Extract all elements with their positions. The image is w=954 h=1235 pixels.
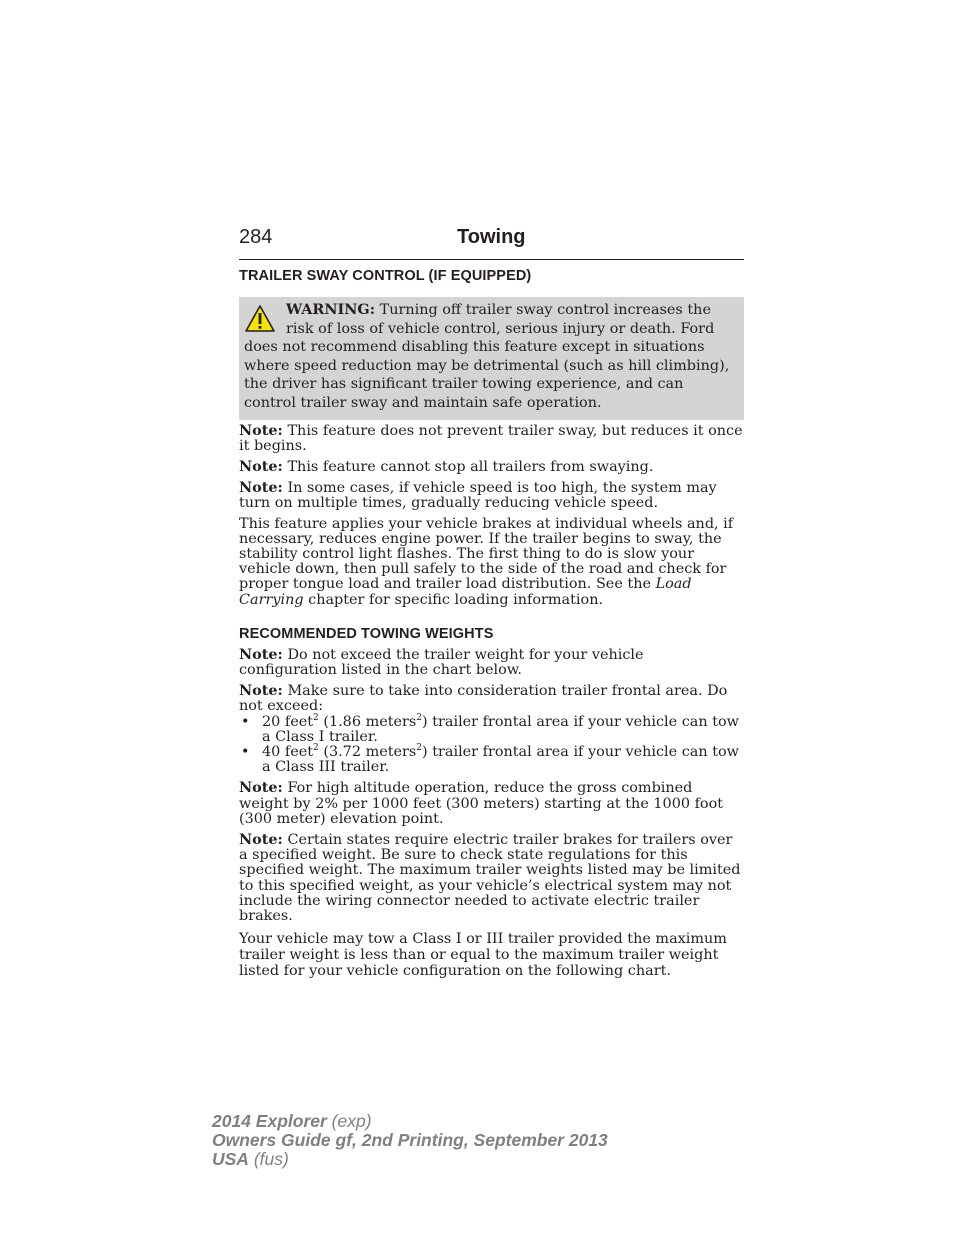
- superscript: 2: [313, 712, 319, 723]
- note-paragraph: [239, 832, 744, 924]
- note-label: Note:: [239, 645, 283, 663]
- note-text: This feature cannot stop all trailers from swaying.: [282, 458, 654, 475]
- note-text: For high altitude operation, reduce the gross combined weight by 2% per 1000 feet (300 meters) starting at the 1000 foot (300 meter) elevation point.: [239, 780, 724, 827]
- note-text: Make sure to take into consideration trailer frontal area. Do not exceed:: [239, 683, 728, 715]
- note-paragraph: [239, 423, 744, 454]
- page-header: [239, 226, 744, 260]
- superscript: 2: [313, 743, 319, 754]
- list-text: (3.72 meters: [318, 744, 417, 761]
- note-label: Note:: [239, 421, 283, 439]
- footer-code: (fus): [248, 1149, 289, 1169]
- warning-box: [239, 297, 744, 420]
- footer-code: (exp): [326, 1111, 372, 1131]
- page-content: [239, 226, 744, 984]
- page-footer: [212, 1112, 608, 1169]
- note-label: Note:: [239, 779, 283, 797]
- warning-label: WARNING:: [286, 301, 376, 318]
- body-text: chapter for specific loading information.: [303, 591, 604, 608]
- list-text: ) trailer frontal area if your vehicle can tow a Class III trailer.: [262, 744, 739, 776]
- superscript: 2: [416, 743, 423, 754]
- note-paragraph: [239, 683, 744, 714]
- frontal-area-list: [239, 712, 744, 776]
- warning-triangle-icon: [244, 304, 276, 334]
- body-text: This feature applies your vehicle brakes at individual wheels and, if necessary, reduces engine power. If the trailer begins to sway, the stability control light flashes. The first thing to do is slow your vehicle down, then pull safely to the side of the road and check for proper tongue load and trailer load distribution. See the: [239, 515, 734, 593]
- note-paragraph: [239, 459, 744, 475]
- note-paragraph: [239, 480, 744, 511]
- chapter-reference: Load Carrying: [239, 576, 692, 608]
- note-label: Note:: [239, 831, 283, 849]
- list-item: [239, 745, 744, 775]
- note-text: In some cases, if vehicle speed is too high, the system may turn on multiple times, gradually reducing vehicle speed.: [239, 480, 717, 512]
- note-text: Do not exceed the trailer weight for your vehicle configuration listed in the chart below.: [239, 646, 644, 678]
- note-text: This feature does not prevent trailer sway, but reduces it once it begins.: [239, 422, 743, 454]
- footer-line: [212, 1112, 608, 1131]
- footer-line: [212, 1150, 608, 1169]
- note-paragraph: [239, 647, 744, 678]
- note-paragraph: [239, 780, 744, 827]
- list-item: [239, 712, 744, 745]
- page-number: 284: [239, 226, 273, 248]
- body-paragraph: Your vehicle may tow a Class I or III trailer provided the maximum trailer weight is less than or equal to the maximum trailer weight listed for your vehicle configuration on the following chart.: [239, 931, 727, 980]
- footer-model: 2014 Explorer: [212, 1111, 327, 1131]
- section-heading-trailer-sway: TRAILER SWAY CONTROL (IF EQUIPPED): [239, 268, 532, 284]
- section-heading-towing-weights: RECOMMENDED TOWING WEIGHTS: [239, 625, 494, 642]
- list-text: (1.86 meters: [318, 713, 417, 730]
- chapter-title: Towing: [457, 226, 526, 248]
- warning-text: Turning off trailer sway control increases the risk of loss of vehicle control, serious injury or death. Ford does not recommend disabling this feature except in situations where speed reduction may be detrimental (such as hill climbing), the driver has significant trailer towing experience, and can control trailer sway and maintain safe operation.: [244, 302, 730, 411]
- list-text: ) trailer frontal area if your vehicle can tow a Class I trailer.: [262, 713, 739, 745]
- footer-edition: Owners Guide gf, 2nd Printing, September 2013: [212, 1130, 608, 1150]
- note-text: Certain states require electric trailer brakes for trailers over a specified weight. Be sure to check state regulations for this specified weight. The maximum trailer weights listed may be limited to this specified weight, as your vehicle’s electrical system may not include the wiring connector needed to activate electric trailer brakes.: [239, 832, 741, 925]
- footer-market: USA: [212, 1149, 249, 1169]
- footer-line: [212, 1131, 608, 1150]
- list-text: 20 feet: [262, 713, 314, 730]
- body-paragraph: [239, 517, 744, 608]
- note-label: Note:: [239, 457, 283, 475]
- note-label: Note:: [239, 682, 283, 700]
- superscript: 2: [416, 712, 423, 723]
- list-text: 40 feet: [262, 744, 314, 761]
- note-label: Note:: [239, 479, 283, 497]
